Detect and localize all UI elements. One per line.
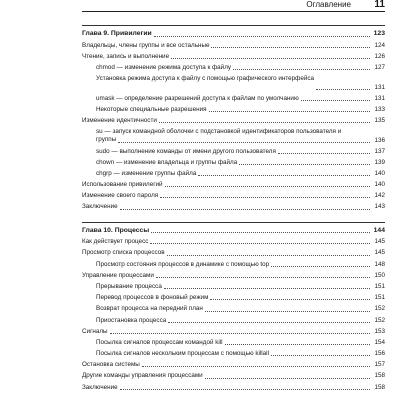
- chapter-gap: [82, 213, 385, 219]
- toc-entry-title: Возврат процесса на передний план: [96, 305, 203, 313]
- toc-page-number: 137: [374, 147, 385, 155]
- toc-page-number: 140: [374, 169, 385, 177]
- toc-leader-dots: [150, 243, 370, 244]
- toc-page-number: 142: [374, 192, 385, 200]
- toc-leader-dots: [165, 186, 370, 187]
- toc-page-number: 148: [374, 260, 385, 268]
- chapter-rule: [82, 222, 385, 223]
- page-number: 11: [374, 0, 385, 10]
- toc-section-entry[interactable]: [82, 326, 385, 337]
- toc-section-entry[interactable]: [82, 236, 385, 247]
- toc-leader-dots: [225, 344, 370, 345]
- toc-chapter-entry[interactable]: [82, 225, 385, 237]
- toc-page-number: 151: [374, 282, 385, 290]
- toc-leader-dots: [164, 288, 370, 289]
- toc-entry-title: Заключение: [82, 383, 118, 391]
- toc-page-number: 131: [374, 94, 385, 102]
- toc-subsection-entry[interactable]: [82, 259, 385, 270]
- toc-section-entry[interactable]: [82, 40, 385, 51]
- toc-leader-dots: [151, 232, 370, 233]
- toc-entry-title: Перевод процессов в фоновый режим: [96, 294, 209, 302]
- toc-subsection-entry[interactable]: [82, 281, 385, 292]
- toc-page-number: 156: [374, 350, 385, 358]
- toc-section-entry[interactable]: [82, 115, 385, 126]
- toc-subsection-entry[interactable]: [82, 146, 385, 157]
- toc-entry-title: chown — изменение владельца и группы файла: [96, 158, 238, 166]
- toc-section-entry[interactable]: [82, 270, 385, 281]
- toc-section-entry[interactable]: [82, 201, 385, 212]
- toc-leader-dots: [205, 378, 370, 379]
- toc-subsection-entry[interactable]: [82, 62, 385, 73]
- toc-leader-dots: [156, 277, 370, 278]
- toc-section-entry[interactable]: [82, 247, 385, 258]
- toc-chapter-entry[interactable]: [82, 28, 385, 40]
- toc-section-entry[interactable]: [82, 382, 385, 393]
- toc-entry-title: Другие команды управления процессами: [82, 372, 203, 380]
- table-of-contents: [82, 22, 385, 420]
- toc-page-number: 145: [374, 238, 385, 246]
- toc-entry-title: Некоторые специальные разрешения: [96, 105, 207, 113]
- toc-entry-title: Изменение своего пароля: [82, 192, 159, 200]
- toc-entry-title: Изменение идентичности: [82, 116, 157, 124]
- toc-leader-dots: [209, 111, 370, 112]
- toc-leader-dots: [316, 89, 370, 90]
- toc-page-number: 154: [374, 338, 385, 346]
- toc-subsection-entry[interactable]: [82, 337, 385, 348]
- toc-entry-title: Сигналы: [82, 327, 108, 335]
- toc-entry-title: Остановка системы: [82, 361, 140, 369]
- toc-page-number: 131: [374, 83, 385, 91]
- toc-leader-dots: [198, 175, 370, 176]
- toc-leader-dots: [167, 255, 370, 256]
- toc-page-number: 127: [374, 63, 385, 71]
- toc-entry-title: Владельцы, члены группы и все остальные: [82, 41, 210, 49]
- toc-leader-dots: [301, 100, 370, 101]
- running-header: [82, 0, 385, 12]
- toc-entry-title: Глава 9. Привилегии: [82, 30, 152, 37]
- toc-entry-title: chmod — изменение режима доступа к файлу: [96, 63, 232, 71]
- toc-entry-title: Глава 10. Процессы: [82, 226, 150, 234]
- toc-leader-dots: [211, 47, 370, 48]
- toc-page-number: 144: [373, 226, 385, 234]
- toc-page-number: 145: [374, 249, 385, 257]
- toc-page-number: 152: [374, 316, 385, 324]
- toc-page-number: 153: [374, 327, 385, 335]
- toc-entry-title: su — запуск командной оболочки с подстановкой идентификаторов пользователя и группы: [96, 128, 342, 144]
- toc-subsection-entry[interactable]: [82, 292, 385, 303]
- toc-page-number: 158: [374, 372, 385, 380]
- toc-page-number: 124: [374, 41, 385, 49]
- toc-leader-dots: [271, 266, 370, 267]
- toc-leader-dots: [171, 58, 370, 59]
- toc-page-number: 140: [374, 181, 385, 189]
- toc-subsection-entry[interactable]: [82, 315, 385, 326]
- toc-subsection-entry[interactable]: [82, 348, 385, 359]
- toc-page-number: 143: [374, 203, 385, 211]
- toc-leader-dots: [118, 142, 370, 143]
- toc-leader-dots: [159, 122, 370, 123]
- toc-page-number: 150: [374, 271, 385, 279]
- toc-entry-title: Просмотр состояния процессов в динамике с помощью top: [96, 260, 270, 268]
- toc-leader-dots: [154, 36, 370, 37]
- toc-leader-dots: [168, 322, 370, 323]
- toc-entry-title: Как действует процесс: [82, 238, 149, 246]
- toc-leader-dots: [142, 366, 370, 367]
- toc-entry-title: Посылка сигналов процессам командой kill: [96, 338, 223, 346]
- toc-leader-dots: [160, 197, 370, 198]
- toc-leader-dots: [120, 209, 370, 210]
- toc-page-number: 158: [374, 383, 385, 391]
- toc-leader-dots: [239, 164, 370, 165]
- toc-entry-title: Установка режима доступа к файлу с помощью графического интерфейса: [96, 75, 315, 83]
- toc-entry-title: Управление процессами: [82, 271, 154, 279]
- toc-subsection-entry[interactable]: [82, 168, 385, 179]
- toc-page-number: 139: [374, 158, 385, 166]
- toc-subsection-entry[interactable]: [82, 126, 385, 145]
- toc-leader-dots: [233, 69, 370, 70]
- toc-page-number: 126: [374, 52, 385, 60]
- toc-page-number: 152: [374, 305, 385, 313]
- toc-entry-title: Использование привилегий: [82, 181, 163, 189]
- toc-page-number: 157: [374, 361, 385, 369]
- toc-subsection-entry[interactable]: [82, 303, 385, 314]
- toc-entry-title: Просмотр списка процессов: [82, 249, 165, 257]
- toc-subsection-entry[interactable]: [82, 104, 385, 115]
- toc-section-entry[interactable]: [82, 190, 385, 201]
- toc-page-number: 136: [374, 136, 385, 144]
- toc-leader-dots: [278, 153, 370, 154]
- toc-entry-title: Чтение, запись и выполнение: [82, 52, 170, 60]
- toc-section-entry[interactable]: [82, 370, 385, 381]
- toc-entry-title: Приостановка процесса: [96, 316, 167, 324]
- toc-leader-dots: [110, 333, 370, 334]
- toc-entry-title: umask — определение разрешений доступа к файлам по умолчанию: [96, 94, 299, 102]
- toc-entry-title: chgrp — изменение группы файла: [96, 169, 197, 177]
- toc-entry-title: Прерывание процесса: [96, 282, 162, 290]
- toc-entry-title: sudo — выполнение команды от имени другого пользователя: [96, 147, 276, 155]
- toc-leader-dots: [210, 299, 370, 300]
- toc-leader-dots: [120, 389, 370, 390]
- toc-page-number: 133: [374, 105, 385, 113]
- toc-entry-title: Посылка сигналов нескольким процессам с помощью killall: [96, 350, 269, 358]
- toc-leader-dots: [271, 355, 370, 356]
- toc-subsection-entry[interactable]: [82, 157, 385, 168]
- toc-entry-title: Заключение: [82, 203, 118, 211]
- toc-section-entry[interactable]: [82, 51, 385, 62]
- toc-page-number: 135: [374, 116, 385, 124]
- toc-subsection-entry[interactable]: [82, 73, 385, 92]
- toc-section-entry[interactable]: [82, 359, 385, 370]
- toc-subsection-entry[interactable]: [82, 93, 385, 104]
- toc-page-number: 151: [374, 294, 385, 302]
- toc-leader-dots: [205, 311, 370, 312]
- toc-section-entry[interactable]: [82, 179, 385, 190]
- running-header-title: Оглавление: [306, 0, 351, 9]
- chapter-rule: [82, 25, 385, 26]
- toc-page-number: 123: [373, 30, 385, 37]
